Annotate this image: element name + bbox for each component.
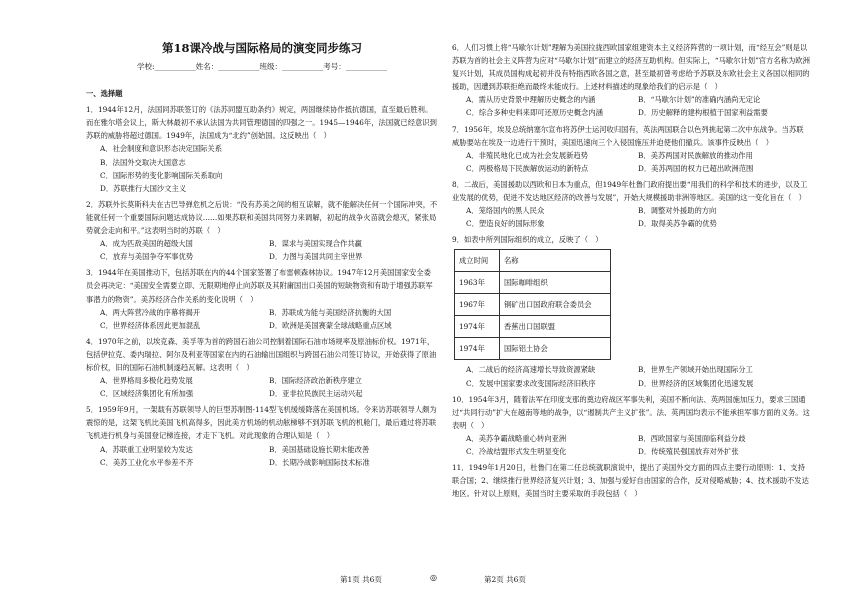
question-1: 1．1944年12月，法国同苏联签订的《法苏同盟互助条约》规定，两国继续协作抵抗德国，直至最后胜利。而在雅尔塔会议上，斯大林最初不承认法国为共同管理德国的四强之一。1945—1946年，法国就已经意识到苏联的威胁将超过德国。1949年，法国成为“北约”创始国。这反映出（ ） — [86, 105, 437, 141]
question-6-options — [452, 93, 810, 119]
option-b: B．美国基础设施长期未能改善 — [269, 444, 370, 454]
question-4-options — [86, 374, 438, 400]
option-b: B．“马歇尔计划”的准确内涵尚无定论 — [638, 95, 761, 105]
option-b: B．谋求与美国实现合作共赢 — [269, 239, 362, 249]
option-d: D．取得美苏争霸的优势 — [638, 219, 717, 229]
option-c: C．世界经济体系因此更加混乱 — [100, 320, 201, 330]
option-b: B．美苏两国对民族解放的推动作用 — [638, 150, 753, 160]
table-row — [455, 272, 611, 294]
option-d: D．长期冷战影响国际技术标准 — [269, 457, 370, 467]
right-column — [452, 0, 810, 500]
option-d: D．世界经济的区域集团化迅速发展 — [638, 378, 754, 388]
option-c: C．美苏工业化水平参差不齐 — [100, 457, 194, 467]
table-header-row — [455, 250, 611, 272]
table-cell: 1963年 — [455, 272, 500, 294]
table-cell: 1974年 — [455, 316, 500, 338]
option-d: D．传统殖民强国放弃对外扩张 — [638, 446, 739, 456]
option-d: D．力图与美国共同主宰世界 — [269, 252, 363, 262]
table-header-cell: 成立时间 — [455, 250, 500, 272]
question-3-options — [86, 306, 438, 332]
table-header-cell: 名称 — [500, 250, 611, 272]
option-a: A．社会制度和意识形态决定国际关系 — [100, 144, 223, 154]
option-a: A．成为匹敌美国的超级大国 — [100, 239, 193, 249]
option-b: B．世界生产领域开始出现国际分工 — [638, 365, 753, 375]
option-b: B．西欧国家与美国面临利益分歧 — [638, 433, 746, 443]
option-c: C．综合多种史料来即可还原历史概念内涵 — [466, 108, 603, 118]
question-8: 8．二战后，美国援助以西欧和日本为重点，但1949年杜鲁门政府提出要“用我们的科学和技术的进步，以及工业发展的优势，促进不发达地区经济的改善与发展”，开始大规模援助非洲等地区。美国的这一变化旨在（ ） — [452, 179, 808, 203]
option-c: C．冷战结盟形式发生明显变化 — [466, 446, 567, 456]
option-d: D．欧洲是美国赛蒙全球战略重点区域 — [269, 320, 392, 330]
option-c: C．塑造良好的国际形象 — [466, 219, 545, 229]
option-b: B．调整对外援助的方向 — [638, 206, 717, 216]
question-7: 7．1956年，埃及总统纳塞尔宣布将苏伊士运河收归国有，英法两国联合以色列挑起第二次中东战争。当苏联威胁要站在埃及一边进行干预时，美国迅速向三个入侵国施压并迫使他们撤兵。该事件反映出（ ） — [452, 124, 804, 147]
option-a: A．笼络国内的黑人民众 — [466, 206, 545, 216]
option-a: A．两大阵营冷战的序幕将揭开 — [100, 307, 201, 317]
table-cell: 铜矿出口国政府联合委员会 — [500, 294, 611, 316]
left-column — [86, 0, 438, 469]
question-6: 6．人们习惯上将“马歇尔计划”理解为美国拉拢西欧国家组建资本主义经济阵营的一项计划，而“经互会”则是以苏联为首的社会主义阵营为应对“马歇尔计划”而建立的经济互助机构。但实际上，“马歇尔计划”官方名称为欧洲复兴计划，其成员国构成起初并没有特指西欧各国之意，甚至最初曾考虑给予苏联及东欧社会主义各国以相同的援助，因遭到苏联拒绝而最终未能成行。上述材料描述的现象给我们的启示是（ ） — [452, 43, 810, 92]
option-d: D．历史解释的建构根植于国家利益需要 — [638, 108, 768, 118]
page-number-right: 第2页 共6页 — [484, 575, 526, 584]
question-11: 11．1949年1月20日，杜鲁门在第二任总统就职演说中，提出了美国外交方面的四点主要行动原则：1、支持联合国；2、继续推行世界经济复兴计划；3、加强与爱好自由国家的合作，反对侵略威胁；4、技术援助不发达地区。针对以上原则，美国当时主要采取的手段包括（ ） — [452, 463, 809, 499]
option-a: A．苏联重工业明显较为发达 — [100, 444, 193, 454]
option-b: B．苏联成为能与美国经济抗衡的大国 — [269, 307, 392, 317]
table-row — [455, 294, 611, 316]
question-10: 10．1954年3月，随着法军在印度支那的奠边府战区军事失利，美国不断向法、英两国施加压力，要求三国通过“共同行动”扩大在越南等地的战争，以“遏制共产主义扩张”。法、英两国均表示不能承担军事方面的义务。这表明（ ） — [452, 394, 810, 430]
option-b: B．法国外交取决大国意志 — [100, 157, 186, 167]
question-9: 9．如表中所列国际组织的成立，反映了（ ） — [452, 235, 603, 245]
option-b: B．国际经济政治新秩序建立 — [269, 376, 362, 386]
question-4: 4．1970年之前，以埃克森、美孚等为首的跨国石油公司控制着国际石油市场规率及原油标价权。1971年，包括伊拉克、委内瑞拉、阿尔及利亚等国家在内的石油输出国组织与跨国石油公司签订协议，开始获得了原油标价权，旧的国际石油机制遂趋瓦解。这表明（ ） — [86, 336, 437, 372]
option-d: D．苏联推行大国沙文主义 — [100, 183, 187, 193]
option-a: A．需从历史背景中理解历史概念的内涵 — [466, 95, 596, 105]
section-heading: 一、选择题 — [86, 89, 123, 99]
table-cell: 1974年 — [455, 338, 500, 360]
option-d: D．亚非拉民族民主运动兴起 — [269, 389, 363, 399]
option-c: C．发展中国家要求改变国际经济旧秩序 — [466, 378, 596, 388]
question-8-options — [452, 204, 810, 230]
question-1-options — [86, 142, 438, 194]
table-row — [455, 338, 611, 360]
organizations-table — [454, 249, 611, 360]
table-cell: 国际铝土协会 — [500, 338, 611, 360]
option-a: A．美苏争霸战略重心转向亚洲 — [466, 433, 567, 443]
table-cell: 香蕉出口国联盟 — [500, 316, 611, 338]
binding-mark-icon: ◎ — [430, 573, 437, 582]
option-c: C．区域经济集团化有所加强 — [100, 389, 194, 399]
option-a: A．世界格局多极化趋势发展 — [100, 376, 193, 386]
option-c: C．放弃与美国争夺军事优势 — [100, 252, 194, 262]
question-3: 3．1944年在美国推动下，包括苏联在内的44个国家签署了布雷顿森林协议。1947年12月美国国家安全委员会再决定：“美国安全需要立即、无限期地停止向苏联及其附庸国出口美国的短缺物资和有助于增强苏联军事潜力的物资”。美苏经济合作关系的变化说明（ ） — [86, 268, 433, 304]
table-row — [455, 316, 611, 338]
question-7-options — [452, 149, 810, 175]
table-cell: 1967年 — [455, 294, 500, 316]
option-a: A．非殖民地化已成为社会发展新趋势 — [466, 150, 589, 160]
question-9-options — [452, 363, 810, 389]
page-number-left: 第1页 共6页 — [340, 575, 382, 584]
doc-title: 第18课冷战与国际格局的演变同步练习 — [161, 41, 362, 55]
question-10-options — [452, 432, 810, 458]
option-c: C．国际形势的变化影响国际关系取向 — [100, 170, 223, 180]
option-a: A．二战后的经济高速增长导致资源紧缺 — [466, 365, 596, 375]
table-cell: 国际咖啡组织 — [500, 272, 611, 294]
question-5-options — [86, 443, 438, 469]
student-info-line: 学校:___________姓名：___________班级：___________考号：___________ — [136, 62, 388, 71]
question-2-options — [86, 237, 438, 263]
question-5: 5．1959年9月，一架载有苏联领导人的巨型苏制图-114型飞机缓缓降落在美国机场。令来访苏联领导人颇为震惊的是，这架飞机比美国飞机高得多，因此美方机场的机动舷梯够不到苏联飞机的机舱门，最后通过将苏联飞机进行机身与美国登记梯连接，才走下飞机。对此现象的合理认知是（ ） — [86, 405, 437, 441]
option-d: D．美苏两国的权力已超出欧洲范围 — [638, 163, 754, 173]
question-2: 2．苏联外长莫斯科夫在古巴导弹危机之后说：“没有苏美之间的相互谅解，就不能解决任何一个国际冲突，不能就任何一个重要国际问题达成协议……如果苏联和美国共同努力来调解，初起的战争火苗就会熄灭，紧张局势就会走向和平。”这表明当时的苏联（ ） — [86, 199, 438, 236]
option-c: C．两极格局下民族解放运动的新特点 — [466, 163, 589, 173]
